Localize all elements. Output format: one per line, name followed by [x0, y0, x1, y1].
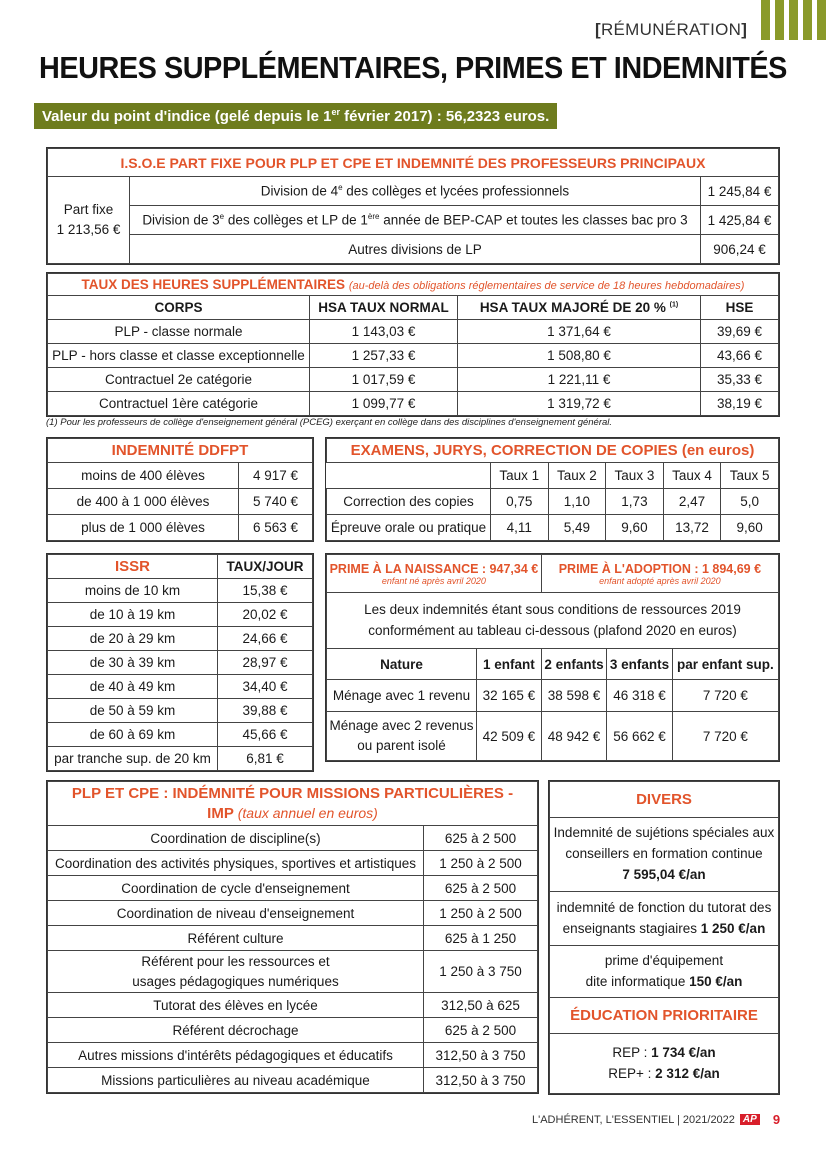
cell: 1 508,80 € [458, 344, 701, 368]
examens-table [325, 437, 780, 542]
table-row [48, 392, 779, 416]
cell: 1 221,11 € [458, 368, 701, 392]
stripe [761, 0, 770, 40]
table-row [48, 1043, 538, 1068]
footnote: (1) Pour les professeurs de collège d'enseignement général (PCEG) exerçant en collège dans des disciplines d'enseignement général. [46, 417, 613, 428]
ddfpt-title: INDEMNITÉ DDFPT [48, 439, 313, 463]
cell: de 20 à 29 km [48, 627, 218, 651]
divers-title: DIVERS [550, 782, 779, 818]
cell: plus de 1 000 élèves [48, 515, 239, 541]
cell: 625 à 1 250 [424, 926, 538, 951]
table-row [48, 876, 538, 901]
isoe-title: I.S.O.E PART FIXE POUR PLP ET CPE ET INDEMNITÉ DES PROFESSEURS PRINCIPAUX [48, 149, 779, 177]
cell: 1 371,64 € [458, 320, 701, 344]
cell: 1 143,03 € [310, 320, 458, 344]
cell: PLP - classe normale [48, 320, 310, 344]
cell: 15,38 € [218, 579, 313, 603]
cell: 625 à 2 500 [424, 876, 538, 901]
isoe-row-label: Division de 4e des collèges et lycées professionnels [130, 177, 701, 206]
cell: 9,60 [721, 515, 779, 541]
col-header: Nature [327, 649, 477, 680]
divers-item: indemnité de fonction du tutorat des enseignants stagiaires 1 250 €/an [550, 892, 779, 946]
heures-sup-table [46, 272, 780, 417]
cell: Ménage avec 1 revenu [327, 680, 477, 712]
cell: 1 250 à 3 750 [424, 951, 538, 993]
col-header: par enfant sup. [672, 649, 778, 680]
table-row [48, 1068, 538, 1093]
stripe [789, 0, 798, 40]
isoe-row-value: 1 245,84 € [701, 177, 779, 206]
table-row [48, 489, 313, 515]
cell: Correction des copies [327, 489, 491, 515]
cell: par tranche sup. de 20 km [48, 747, 218, 771]
cell: 6 563 € [239, 515, 313, 541]
cell: Référent pour les ressources et usages pédagogiques numériques [48, 951, 424, 993]
col-hsa-normal: HSA TAUX NORMAL [310, 296, 458, 320]
col-header: 3 enfants [607, 649, 672, 680]
table-row [48, 651, 313, 675]
cell: 24,66 € [218, 627, 313, 651]
table-row [48, 747, 313, 771]
cell: Coordination de discipline(s) [48, 826, 424, 851]
cell: 38 598 € [541, 680, 606, 712]
cell: 35,33 € [701, 368, 779, 392]
imp-title: PLP ET CPE : INDÉMNITÉ POUR MISSIONS PARTICULIÈRES - IMP (taux annuel en euros) [48, 782, 538, 826]
cell: 28,97 € [218, 651, 313, 675]
table-row [48, 851, 538, 876]
table-row [48, 901, 538, 926]
hsup-title: TAUX DES HEURES SUPPLÉMENTAIRES (au-delà des obligations réglementaires de service de 18 heures hebdomadaires) [48, 274, 779, 296]
ddfpt-table [46, 437, 314, 542]
cell: moins de 400 élèves [48, 463, 239, 489]
table-row [327, 515, 779, 541]
col-header: Taux 1 [491, 463, 549, 489]
isoe-row-label: Division de 3e des collèges et LP de 1ère année de BEP-CAP et toutes les classes bac pro 3 [130, 206, 701, 235]
issr-title: ISSR [48, 555, 218, 579]
cell: 1 319,72 € [458, 392, 701, 416]
cell: 48 942 € [541, 712, 606, 761]
col-header: Taux 2 [548, 463, 606, 489]
cell: 56 662 € [607, 712, 672, 761]
cell: de 400 à 1 000 élèves [48, 489, 239, 515]
table-row [48, 515, 313, 541]
table-row [48, 993, 538, 1018]
cell: 2,47 [663, 489, 721, 515]
cell: 6,81 € [218, 747, 313, 771]
cell: 0,75 [491, 489, 549, 515]
table-row [48, 723, 313, 747]
education-prioritaire-title: ÉDUCATION PRIORITAIRE [550, 998, 779, 1034]
cell: 13,72 [663, 515, 721, 541]
exam-title: EXAMENS, JURYS, CORRECTION DE COPIES (en euros) [327, 439, 779, 463]
table-row [48, 926, 538, 951]
col-header: Taux 3 [606, 463, 664, 489]
table-row [48, 368, 779, 392]
cell: 46 318 € [607, 680, 672, 712]
table-row [48, 1018, 538, 1043]
cell: 42 509 € [477, 712, 542, 761]
page-title: HEURES SUPPLÉMENTAIRES, PRIMES ET INDEMNITÉS [39, 50, 787, 85]
divers-item: Indemnité de sujétions spéciales aux conseillers en formation continue 7 595,04 €/an [550, 818, 779, 892]
divers-table [548, 780, 780, 1095]
stripe [803, 0, 812, 40]
cell: 38,19 € [701, 392, 779, 416]
cell: 7 720 € [672, 712, 778, 761]
table-row [48, 320, 779, 344]
table-row [48, 951, 538, 993]
cell: Coordination des activités physiques, sportives et artistiques [48, 851, 424, 876]
rep-values: REP : 1 734 €/an REP+ : 2 312 €/an [550, 1034, 779, 1094]
cell: Référent culture [48, 926, 424, 951]
ap-logo: AP [740, 1114, 760, 1125]
col-header: 1 enfant [477, 649, 542, 680]
col-taux-jour: TAUX/JOUR [218, 555, 313, 579]
cell: 43,66 € [701, 344, 779, 368]
prime-naissance: PRIME À LA NAISSANCE : 947,34 € enfant né après avril 2020 [327, 555, 542, 593]
issr-table [46, 553, 314, 772]
col-hse: HSE [701, 296, 779, 320]
blank-cell [327, 463, 491, 489]
cell: 4 917 € [239, 463, 313, 489]
cell: 32 165 € [477, 680, 542, 712]
table-row [48, 579, 313, 603]
cell: 312,50 à 3 750 [424, 1068, 538, 1093]
cell: Ménage avec 2 revenus ou parent isolé [327, 712, 477, 761]
footer [532, 1112, 780, 1127]
primes-condition: Les deux indemnités étant sous conditions de ressources 2019 conformément au tableau ci-dessous (plafond 2020 en euros) [327, 593, 779, 649]
isoe-table [46, 147, 780, 265]
primes-table [325, 553, 780, 762]
page-number: 9 [772, 1112, 781, 1127]
isoe-row-value: 906,24 € [701, 235, 779, 264]
cell: 5,49 [548, 515, 606, 541]
table-row [48, 826, 538, 851]
col-header: Taux 5 [721, 463, 779, 489]
cell: de 10 à 19 km [48, 603, 218, 627]
cell: 1 099,77 € [310, 392, 458, 416]
col-corps: CORPS [48, 296, 310, 320]
cell: 5,0 [721, 489, 779, 515]
isoe-row-value: 1 425,84 € [701, 206, 779, 235]
cell: 312,50 à 625 [424, 993, 538, 1018]
cell: de 50 à 59 km [48, 699, 218, 723]
cell: Épreuve orale ou pratique [327, 515, 491, 541]
isoe-row-label: Autres divisions de LP [130, 235, 701, 264]
stripe [775, 0, 784, 40]
table-row [48, 603, 313, 627]
table-row [48, 627, 313, 651]
section-tag: [RÉMUNÉRATION] [595, 20, 748, 39]
cell: 625 à 2 500 [424, 1018, 538, 1043]
cell: de 40 à 49 km [48, 675, 218, 699]
cell: de 60 à 69 km [48, 723, 218, 747]
cell: Coordination de niveau d'enseignement [48, 901, 424, 926]
cell: 1 250 à 2 500 [424, 901, 538, 926]
cell: Référent décrochage [48, 1018, 424, 1043]
cell: 1 250 à 2 500 [424, 851, 538, 876]
cell: 45,66 € [218, 723, 313, 747]
footer-text: L'ADHÉRENT, L'ESSENTIEL | 2021/2022 [532, 1113, 735, 1126]
part-fixe: Part fixe 1 213,56 € [48, 177, 130, 264]
table-row [327, 712, 779, 761]
cell: moins de 10 km [48, 579, 218, 603]
cell: 7 720 € [672, 680, 778, 712]
cell: 1 017,59 € [310, 368, 458, 392]
prime-adoption: PRIME À L'ADOPTION : 1 894,69 € enfant adopté après avril 2020 [541, 555, 778, 593]
table-row [327, 489, 779, 515]
cell: Missions particulières au niveau académique [48, 1068, 424, 1093]
table-row [48, 675, 313, 699]
cell: 39,88 € [218, 699, 313, 723]
col-header: Taux 4 [663, 463, 721, 489]
table-row [48, 463, 313, 489]
col-header: 2 enfants [541, 649, 606, 680]
table-row [48, 344, 779, 368]
col-hsa-majore: HSA TAUX MAJORÉ DE 20 % $^{(1)}$ [458, 296, 701, 320]
imp-table [46, 780, 539, 1094]
stripe [817, 0, 826, 40]
cell: PLP - hors classe et classe exceptionnelle [48, 344, 310, 368]
cell: 34,40 € [218, 675, 313, 699]
cell: 20,02 € [218, 603, 313, 627]
cell: 4,11 [491, 515, 549, 541]
point-indice-banner: Valeur du point d'indice (gelé depuis le 1er février 2017) : 56,2323 euros. [34, 103, 557, 129]
cell: Coordination de cycle d'enseignement [48, 876, 424, 901]
cell: Contractuel 1ère catégorie [48, 392, 310, 416]
cell: 1,73 [606, 489, 664, 515]
table-row [327, 680, 779, 712]
cell: 312,50 à 3 750 [424, 1043, 538, 1068]
corner-stripes [756, 0, 826, 40]
cell: Contractuel 2e catégorie [48, 368, 310, 392]
cell: 1,10 [548, 489, 606, 515]
table-row [48, 699, 313, 723]
cell: 625 à 2 500 [424, 826, 538, 851]
divers-item: prime d'équipement dite informatique 150 €/an [550, 946, 779, 998]
cell: 1 257,33 € [310, 344, 458, 368]
cell: 39,69 € [701, 320, 779, 344]
cell: Tutorat des élèves en lycée [48, 993, 424, 1018]
cell: Autres missions d'intérêts pédagogiques et éducatifs [48, 1043, 424, 1068]
cell: 9,60 [606, 515, 664, 541]
cell: de 30 à 39 km [48, 651, 218, 675]
cell: 5 740 € [239, 489, 313, 515]
